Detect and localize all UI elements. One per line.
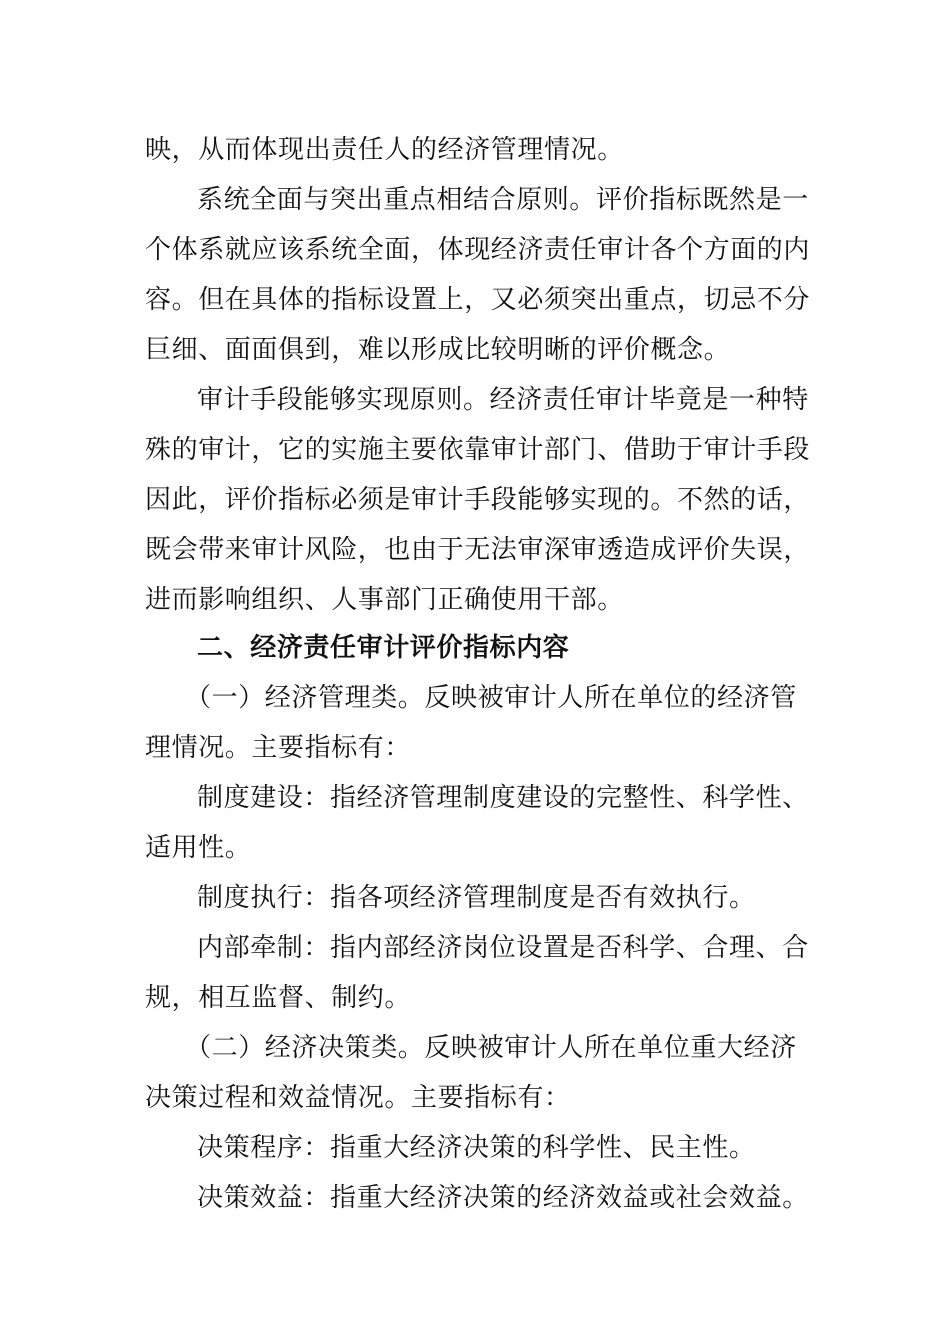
- text-line: 巨细、面面俱到，难以形成比较明晰的评价概念。: [145, 335, 731, 365]
- text-line: 映，从而体现出责任人的经济管理情况。: [145, 135, 624, 165]
- text-line: 既会带来审计风险，也由于无法审深审透造成评价失误，: [145, 535, 811, 565]
- subsection-first-line: （二）经济决策类。反映被审计人所在单位重大经济: [185, 1033, 797, 1063]
- paragraph-first-line: 制度执行：指各项经济管理制度是否有效执行。: [197, 883, 756, 913]
- subsection-first-line: （一）经济管理类。反映被审计人所在单位的经济管: [185, 683, 797, 713]
- paragraph-first-line: 系统全面与突出重点相结合原则。评价指标既然是一: [197, 185, 809, 215]
- text-line: 决策过程和效益情况。主要指标有：: [145, 1083, 571, 1113]
- paragraph-first-line: 制度建设：指经济管理制度建设的完整性、科学性、: [197, 783, 809, 813]
- text-line: 个体系就应该系统全面，体现经济责任审计各个方面的内: [145, 235, 811, 265]
- text-line: 因此，评价指标必须是审计手段能够实现的。不然的话，: [145, 485, 811, 515]
- paragraph-first-line: 决策效益：指重大经济决策的经济效益或社会效益。: [197, 1183, 809, 1213]
- text-line: 进而影响组织、人事部门正确使用干部。: [145, 585, 624, 615]
- text-line: 殊的审计，它的实施主要依靠审计部门、借助于审计手段: [145, 435, 811, 465]
- text-line: 理情况。主要指标有：: [145, 733, 412, 763]
- paragraph-first-line: 决策程序：指重大经济决策的科学性、民主性。: [197, 1133, 756, 1163]
- paragraph-first-line: 内部牵制：指内部经济岗位设置是否科学、合理、合: [197, 933, 809, 963]
- text-line: 适用性。: [145, 833, 252, 863]
- section-heading: 二、经济责任审计评价指标内容: [197, 633, 570, 663]
- text-line: 容。但在具体的指标设置上，又必须突出重点，切忌不分: [145, 285, 811, 315]
- text-line: 规，相互监督、制约。: [145, 983, 412, 1013]
- paragraph-first-line: 审计手段能够实现原则。经济责任审计毕竟是一种特: [197, 385, 809, 415]
